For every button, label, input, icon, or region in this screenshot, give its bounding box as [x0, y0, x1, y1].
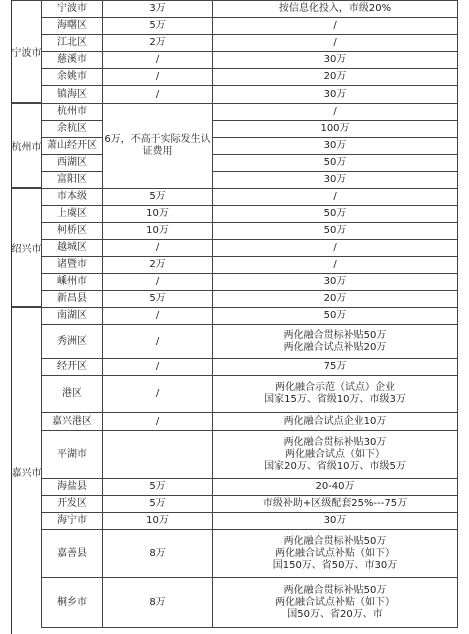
table-row: [42, 1, 458, 18]
table-row: [42, 291, 458, 308]
subsidy-table: [41, 0, 458, 628]
table-row: [42, 52, 458, 69]
district-cell: 开发区: [42, 496, 103, 513]
value-a-cell: /: [103, 308, 213, 325]
value-b-cell: [213, 325, 458, 359]
district-cell: 市本级: [42, 189, 103, 206]
table-row: [42, 578, 458, 628]
table-row: [42, 431, 458, 479]
value-a-cell: 2万: [103, 35, 213, 52]
value-a-cell: /: [103, 376, 213, 413]
district-cell: 宁波市: [42, 1, 103, 18]
district-cell: 新昌县: [42, 291, 103, 308]
value-b-line: 两化融合示范（试点）企业: [275, 382, 395, 393]
district-cell: 柯桥区: [42, 223, 103, 240]
table-row: [42, 69, 458, 86]
value-a-cell: /: [103, 359, 213, 376]
district-cell: 杭州市: [42, 104, 103, 121]
table-row: [42, 35, 458, 52]
table-row: [42, 206, 458, 223]
district-cell: 嘉善县: [42, 530, 103, 578]
value-a-cell: 2万: [103, 257, 213, 274]
district-cell: 江北区: [42, 35, 103, 52]
value-a-cell: 5万: [103, 18, 213, 35]
value-b-cell: [213, 308, 458, 325]
value-b-cell: 30万: [213, 138, 458, 155]
value-a-cell: 10万: [103, 513, 213, 530]
value-b-cell: [213, 496, 458, 513]
value-b-line: 国家20万、省级10万、市级5万: [264, 460, 406, 472]
district-cell: 嘉兴港区: [42, 413, 103, 431]
value-a-cell: [103, 431, 213, 479]
value-b-cell: 100万: [213, 121, 458, 138]
value-b-cell: /: [213, 189, 458, 206]
table-row: [42, 104, 458, 121]
district-cell: 余杭区: [42, 121, 103, 138]
table-row: [42, 86, 458, 104]
value-b-cell: 30万: [213, 172, 458, 189]
value-b-cell: /: [213, 240, 458, 257]
value-b-line: 市级补助+区级配套25%---75万: [262, 498, 408, 509]
merged-value-a-cell: [103, 104, 213, 189]
value-b-line: 国家15万、省级10万、市级3万: [264, 394, 406, 405]
table-row: [42, 413, 458, 431]
value-b-cell: /: [213, 35, 458, 52]
district-cell: 海曙区: [42, 18, 103, 35]
table-row: [42, 513, 458, 530]
value-b-cell: 50万: [213, 206, 458, 223]
table-row: [42, 496, 458, 513]
district-cell: 桐乡市: [42, 578, 103, 628]
value-b-line: 两化融合贯标补贴50万: [283, 329, 387, 341]
value-a-cell: 5万: [103, 479, 213, 496]
value-b-line: 两化融合贯标补贴30万: [283, 436, 387, 448]
value-b-line: 两化融合贯标补贴50万: [283, 584, 387, 596]
value-b-cell: 按信息化投入，市级20%: [213, 1, 458, 18]
value-b-line: 两化融合试点补贴20万: [283, 341, 387, 353]
district-cell: 镇海区: [42, 86, 103, 104]
value-a-cell: 3万: [103, 1, 213, 18]
value-b-cell: 20万: [213, 69, 458, 86]
city-label-ningbo: 宁波市: [12, 0, 41, 103]
district-cell: 上虞区: [42, 206, 103, 223]
district-cell: 平湖市: [42, 431, 103, 479]
district-cell: 富阳区: [42, 172, 103, 189]
value-a-cell: /: [103, 69, 213, 86]
district-cell: 经开区: [42, 359, 103, 376]
table-row: [42, 274, 458, 291]
district-cell: 南湖区: [42, 308, 103, 325]
value-a-cell: 5万: [103, 291, 213, 308]
value-b-cell: [213, 578, 458, 628]
value-b-cell: [213, 513, 458, 530]
district-cell: 诸暨市: [42, 257, 103, 274]
value-b-cell: 30万: [213, 274, 458, 291]
value-a-cell: 5万: [103, 189, 213, 206]
value-b-cell: /: [213, 18, 458, 35]
value-b-cell: 20万: [213, 291, 458, 308]
value-b-line: 两化融合试点（如下）: [285, 448, 385, 460]
value-b-line: 两化融合试点补贴（如下）: [275, 596, 395, 608]
district-cell: 海盐县: [42, 479, 103, 496]
table-row: [42, 18, 458, 35]
district-cell: 西湖区: [42, 155, 103, 172]
value-b-cell: [213, 413, 458, 431]
city-label-shaoxing: 绍兴市: [12, 188, 41, 307]
value-a-cell: 5万: [103, 496, 213, 513]
table-row: [42, 240, 458, 257]
value-a-cell: 8万: [103, 578, 213, 628]
value-b-line: 两化融合试点补贴（如下）: [275, 547, 395, 559]
value-b-line: 75万: [323, 361, 347, 372]
value-b-line: 两化融合贯标补贴50万: [283, 535, 387, 547]
city-label-jiaxing: 嘉兴市: [12, 307, 41, 634]
district-cell: 海宁市: [42, 513, 103, 530]
value-b-cell: [213, 530, 458, 578]
value-b-cell: 50万: [213, 155, 458, 172]
district-cell: 余姚市: [42, 69, 103, 86]
value-a-cell: /: [103, 325, 213, 359]
value-a-cell: /: [103, 52, 213, 69]
district-cell: 萧山经开区: [42, 138, 103, 155]
table-row: [42, 376, 458, 413]
district-cell: 秀洲区: [42, 325, 103, 359]
value-b-cell: 30万: [213, 86, 458, 104]
table-row: [42, 325, 458, 359]
value-a-cell: 8万: [103, 530, 213, 578]
table-row: [42, 308, 458, 325]
value-a-cell: /: [103, 413, 213, 431]
value-a-cell: /: [103, 274, 213, 291]
value-b-cell: [213, 359, 458, 376]
value-b-cell: 50万: [213, 223, 458, 240]
value-a-cell: /: [103, 240, 213, 257]
value-b-cell: /: [213, 257, 458, 274]
value-b-line: 50万: [323, 310, 347, 321]
value-a-cell: 10万: [103, 206, 213, 223]
district-cell: 慈溪市: [42, 52, 103, 69]
merged-line: 证费用: [142, 146, 173, 157]
table-row: [42, 223, 458, 240]
district-cell: 越城区: [42, 240, 103, 257]
value-a-cell: 10万: [103, 223, 213, 240]
value-b-line: 20-40万: [315, 481, 355, 492]
table-row: [42, 359, 458, 376]
district-cell: 嵊州市: [42, 274, 103, 291]
value-b-cell: /: [213, 104, 458, 121]
district-cell: 港区: [42, 376, 103, 413]
value-b-line: 国150万、省50万、市30万: [272, 559, 398, 571]
value-b-line: 国50万、省20万、市: [287, 608, 383, 620]
value-b-cell: [213, 431, 458, 479]
table-row: [42, 530, 458, 578]
value-b-line: 30万: [323, 515, 347, 526]
city-label-hangzhou: 杭州市: [12, 103, 41, 188]
value-b-cell: 30万: [213, 52, 458, 69]
value-b-line: 两化融合试点企业10万: [283, 415, 387, 427]
value-b-cell: [213, 479, 458, 496]
value-b-cell: [213, 376, 458, 413]
table-row: [42, 189, 458, 206]
value-a-cell: /: [103, 86, 213, 104]
merged-line: 6万，不高于实际发生认: [104, 134, 211, 145]
table-row: [42, 257, 458, 274]
table-row: [42, 479, 458, 496]
